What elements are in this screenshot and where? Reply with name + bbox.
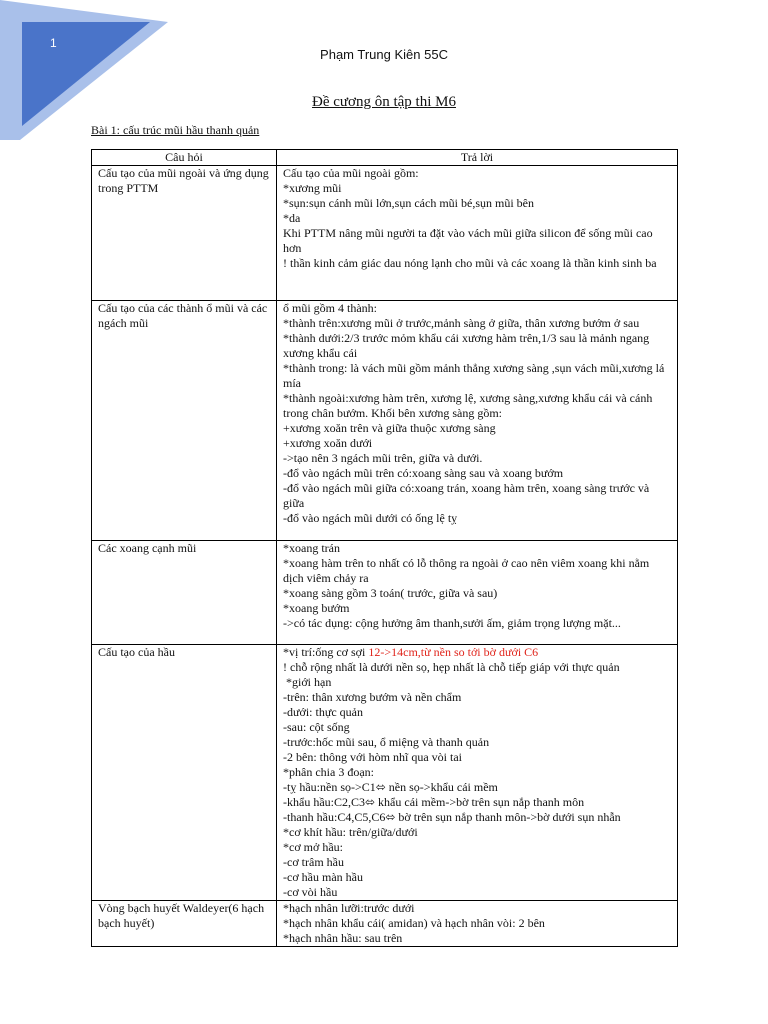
location-highlight: 12->14cm,từ nền so tới bờ dưới C6: [368, 645, 539, 659]
answer-line: ! chỗ rộng nhất là dưới nền sọ, hẹp nhất là chỗ tiếp giáp với thực quản: [283, 660, 620, 674]
answer-cell: [277, 301, 678, 541]
question-cell: Vòng bạch huyết Waldeyer(6 hạch bạch huyết): [92, 901, 277, 947]
answer-line: -trên: thân xương bướm và nền chẩm: [283, 690, 462, 704]
answer-line: ổ mũi gồm 4 thành:: [283, 301, 377, 315]
answer-line: *thành trong: là vách mũi gồm mảnh thẳng xương sàng ,sụn vách mũi,xương lá mía: [283, 361, 665, 390]
answer-line: ->tạo nên 3 ngách mũi trên, giữa và dưới.: [283, 451, 483, 465]
column-header-answer: Trả lời: [277, 150, 678, 166]
table-row: [92, 541, 678, 645]
location-line: [283, 645, 671, 660]
answer-line: *cơ mở hầu:: [283, 840, 344, 854]
answer-cell: [277, 645, 678, 901]
answer-line: *thành trên:xương mũi ở trước,mảnh sàng ở giữa, thân xương bướm ở sau: [283, 316, 640, 330]
corner-decoration: [0, 0, 180, 140]
answer-line: ->có tác dụng: cộng hưởng âm thanh,sưởi ấm, giảm trọng lượng mặt...: [283, 616, 621, 630]
author-header: Phạm Trung Kiên 55C: [320, 47, 448, 62]
answer-line: Cấu tạo của mũi ngoài gồm:: [283, 166, 419, 180]
location-label: *vị trí:ống cơ sợi: [283, 645, 369, 659]
answer-line: -đổ vào ngách mũi dưới có ống lệ tỵ: [283, 511, 458, 525]
question-cell: Cấu tạo của hầu: [92, 645, 277, 901]
column-header-question: Câu hỏi: [92, 150, 277, 166]
page-number: 1: [50, 36, 57, 50]
answer-line: Khi PTTM nâng mũi người ta đặt vào vách mũi giữa silicon để sống mũi cao hơn: [283, 226, 653, 255]
answer-line: +xương xoăn dưới: [283, 436, 373, 450]
answer-line: *hạch nhân lưỡi:trước dưới: [283, 901, 415, 915]
answer-line: -cơ trâm hầu: [283, 855, 344, 869]
answer-line: *giới hạn: [283, 675, 332, 689]
answer-line: -dưới: thực quản: [283, 705, 364, 719]
answer-line: -khẩu hầu:C2,C3⬄ khẩu cái mềm->bờ trên sụn nắp thanh môn: [283, 795, 585, 809]
answer-line: -sau: cột sống: [283, 720, 350, 734]
answer-line: +xương xoăn trên và giữa thuộc xương sàng: [283, 421, 496, 435]
document-title: Đề cương ôn tập thi M6: [312, 94, 456, 110]
answer-cell: [277, 166, 678, 301]
answer-line: ! thần kinh cảm giác dau nóng lạnh cho mũi và các xoang là thần kinh sinh ba: [283, 256, 657, 270]
answer-line: -tỵ hầu:nền sọ->C1⬄ nền sọ->khẩu cái mềm: [283, 780, 498, 794]
answer-line: *thành ngoài:xương hàm trên, xương lệ, xương sàng,xương khẩu cái và cánh trong chân bướm. Khối bên xương sàng gồm:: [283, 391, 653, 420]
answer-cell: [277, 541, 678, 645]
answer-line: -đổ vào ngách mũi trên có:xoang sàng sau và xoang bướm: [283, 466, 564, 480]
answer-line: *xương mũi: [283, 181, 342, 195]
answer-line: -cơ hầu màn hầu: [283, 870, 363, 884]
answer-line: -2 bên: thông với hòm nhĩ qua vòi tai: [283, 750, 462, 764]
answer-line: *thành dưới:2/3 trước mỏm khẩu cái xương hàm trên,1/3 sau là mảnh ngang xương khẩu cái: [283, 331, 650, 360]
answer-line: *da: [283, 211, 301, 225]
answer-line: -cơ vòi hầu: [283, 885, 338, 899]
answer-line: *hạch nhân hầu: sau trên: [283, 931, 403, 945]
question-cell: Các xoang cạnh mũi: [92, 541, 277, 645]
answer-line: *hạch nhân khẩu cái( amidan) và hạch nhân vòi: 2 bên: [283, 916, 545, 930]
qa-table: [91, 149, 678, 947]
table-row: [92, 301, 678, 541]
table-row: [92, 901, 678, 947]
answer-line: *xoang hàm trên to nhất có lỗ thông ra ngoài ở cao nên viêm xoang khi nằm dịch viêm chảy ra: [283, 556, 650, 585]
table-row: [92, 166, 678, 301]
answer-line: -trước:hốc mũi sau, ổ miệng và thanh quản: [283, 735, 490, 749]
answer-line: *xoang bướm: [283, 601, 350, 615]
answer-line: -đổ vào ngách mũi giữa có:xoang trán, xoang hàm trên, xoang sàng trước và giữa: [283, 481, 650, 510]
question-cell: Cấu tạo của các thành ổ mũi và các ngách mũi: [92, 301, 277, 541]
table-header-row: [92, 150, 678, 166]
answer-line: *cơ khít hầu: trên/giữa/dưới: [283, 825, 418, 839]
answer-line: -thanh hầu:C4,C5,C6⬄ bờ trên sụn nắp thanh môn->bờ dưới sụn nhẫn: [283, 810, 621, 824]
question-cell: Cấu tạo của mũi ngoài và ứng dụng trong PTTM: [92, 166, 277, 301]
answer-line: *xoang sàng gồm 3 toán( trước, giữa và sau): [283, 586, 498, 600]
lesson-heading: Bài 1: cấu trúc mũi hầu thanh quản: [91, 123, 260, 137]
answer-line: *xoang trán: [283, 541, 340, 555]
answer-cell: [277, 901, 678, 947]
table-row: [92, 645, 678, 901]
answer-line: *phân chia 3 đoạn:: [283, 765, 374, 779]
answer-line: *sụn:sụn cánh mũi lớn,sụn cách mũi bé,sụn mũi bên: [283, 196, 534, 210]
